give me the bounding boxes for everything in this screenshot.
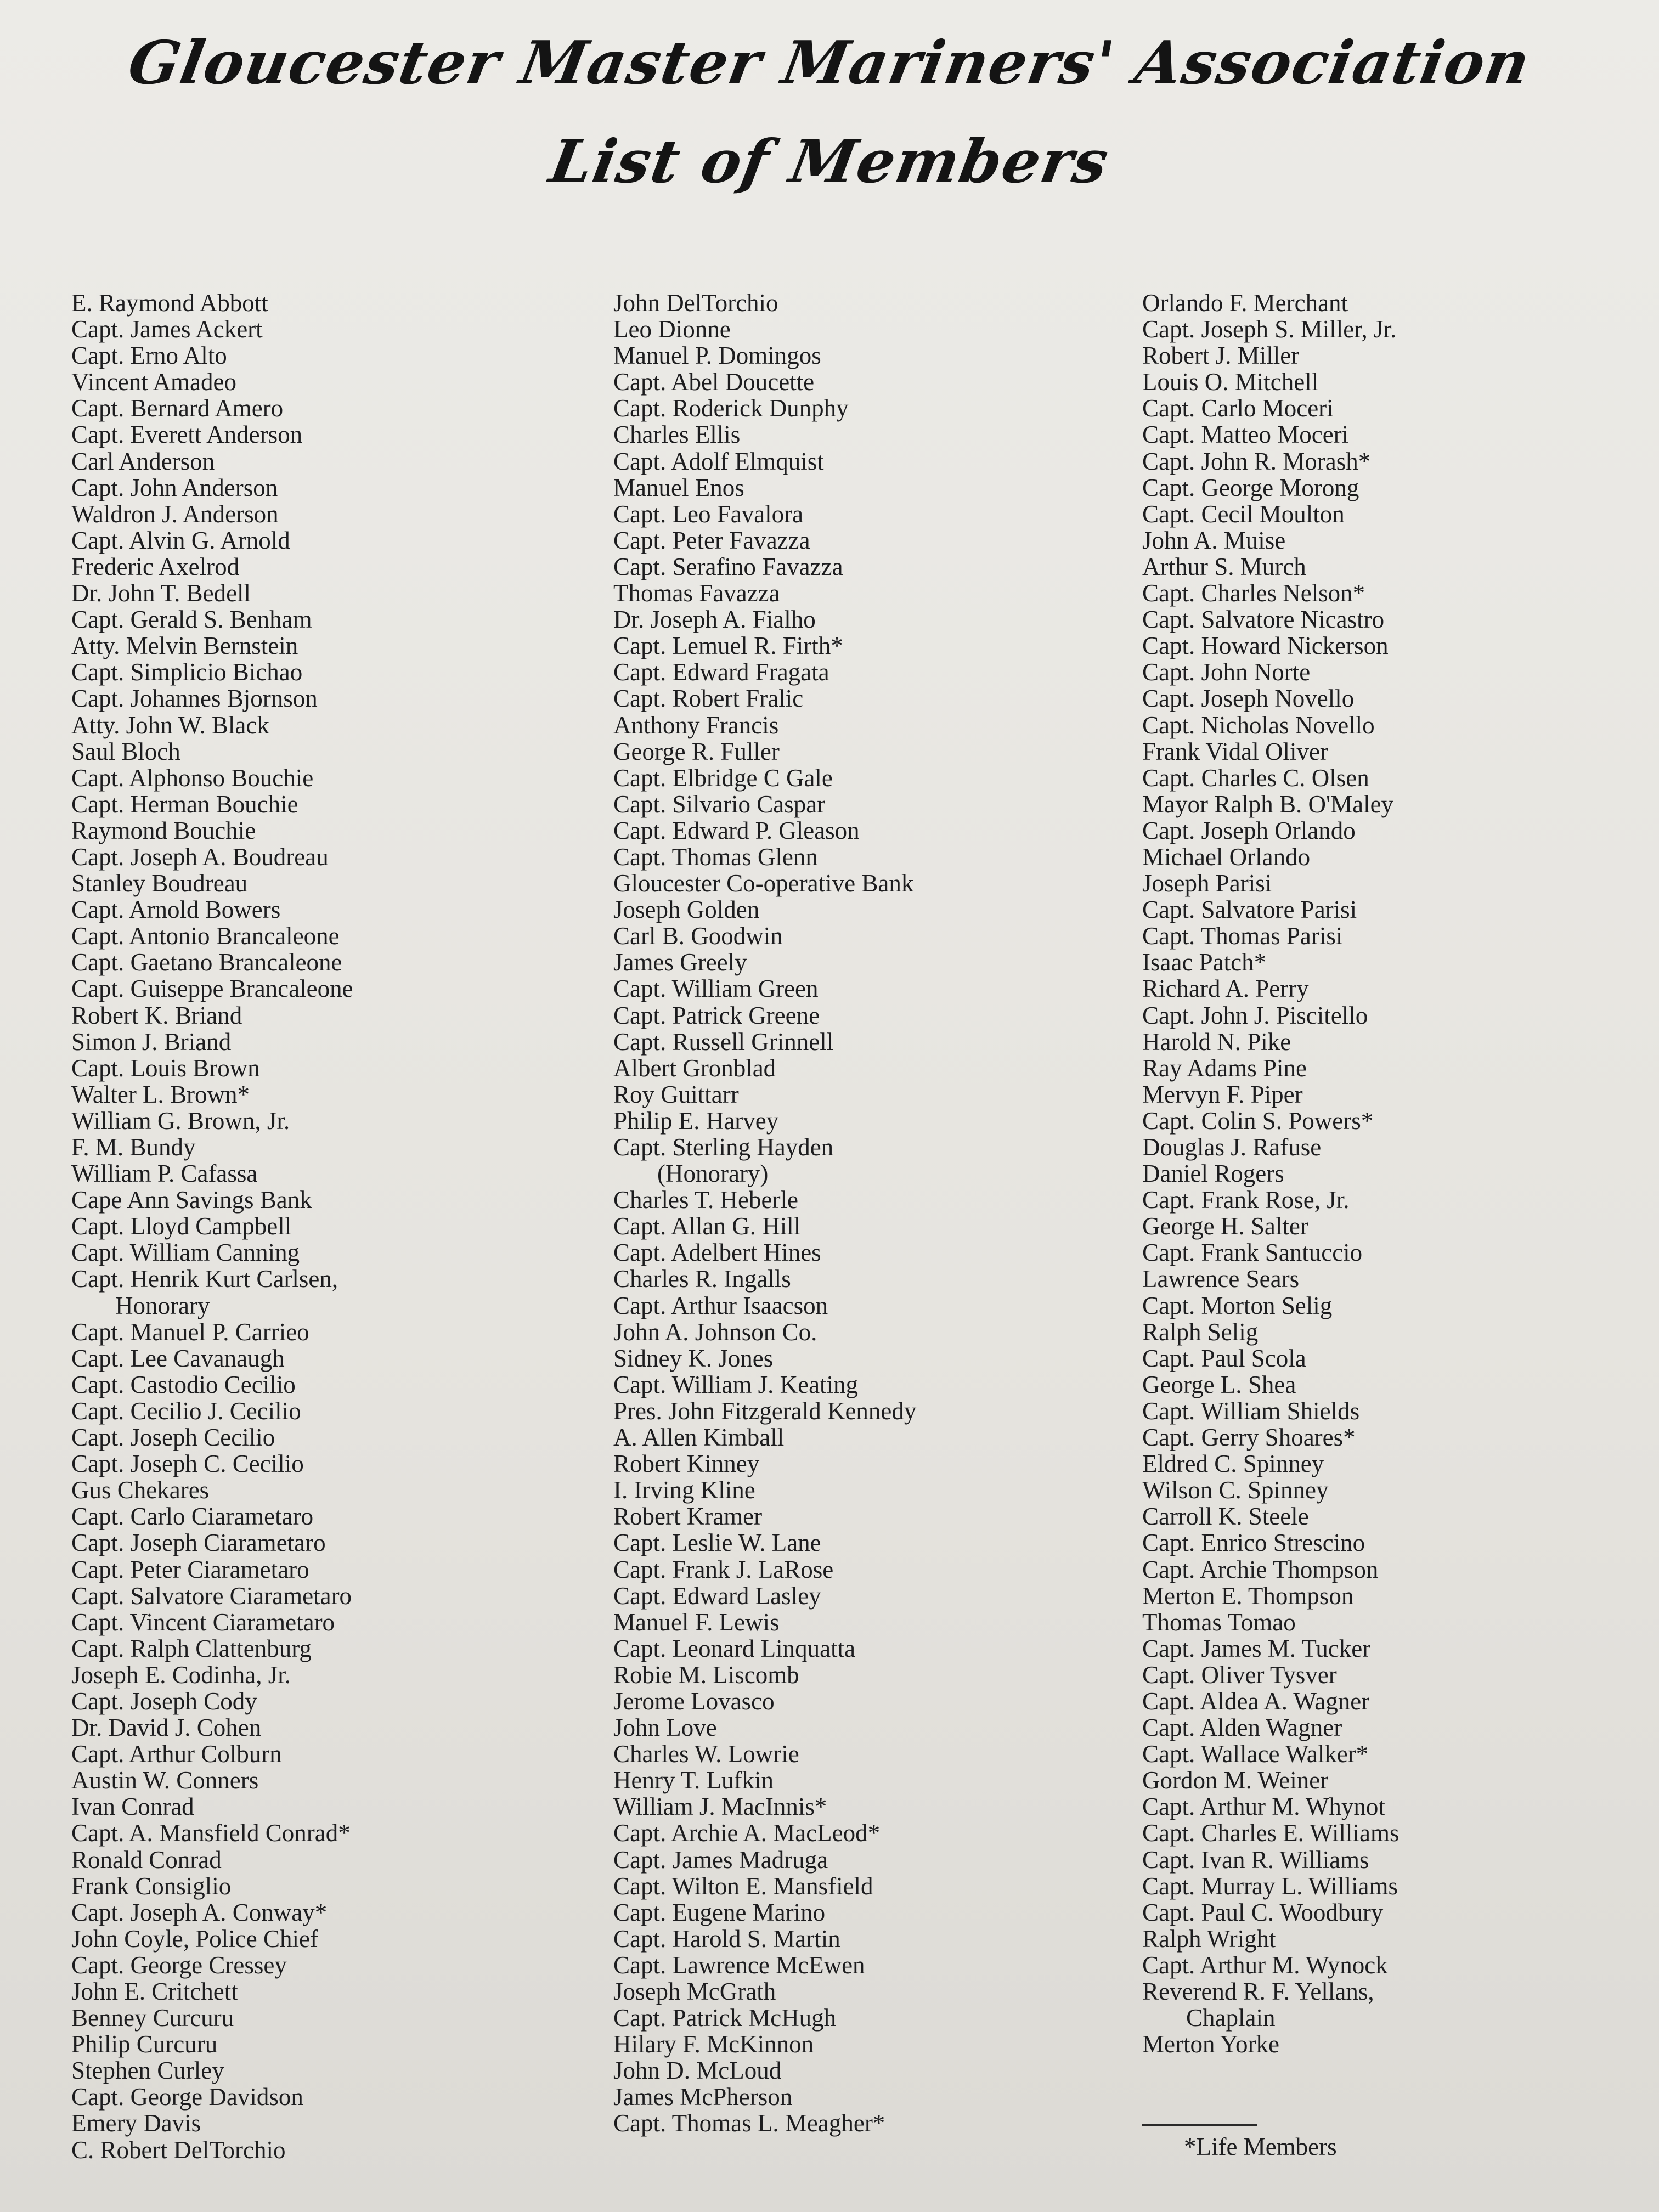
member-name: Eldred C. Spinney	[1142, 1450, 1324, 1478]
member-name: Capt. Manuel P. Carrieo	[71, 1318, 309, 1346]
member-column-2	[613, 290, 1140, 2137]
member-name: Carl Anderson	[71, 447, 215, 475]
member-name: Capt. James Ackert	[71, 315, 263, 343]
member-name: Capt. Archie Thompson	[1142, 1555, 1379, 1583]
member-name: Capt. Joseph C. Cecilio	[71, 1450, 304, 1478]
member-name: Capt. Patrick McHugh	[613, 2004, 837, 2032]
member-name: Robert K. Briand	[71, 1001, 242, 1029]
member-name: Capt. Arnold Bowers	[71, 896, 281, 924]
member-name: Capt. Cecil Moulton	[1142, 500, 1345, 528]
member-name: E. Raymond Abbott	[71, 289, 268, 317]
member-name: Mervyn F. Piper	[1142, 1080, 1303, 1108]
member-name: Capt. Antonio Brancaleone	[71, 922, 340, 950]
member-name: Merton E. Thompson	[1142, 1582, 1354, 1610]
member-name: Pres. John Fitzgerald Kennedy	[613, 1397, 917, 1425]
member-name: Capt. Murray L. Williams	[1142, 1872, 1398, 1900]
member-name: Ivan Conrad	[71, 1793, 194, 1821]
member-name: Capt. Aldea A. Wagner	[1142, 1687, 1370, 1715]
member-name: Raymond Bouchie	[71, 816, 256, 844]
member-name: Atty. John W. Black	[71, 711, 269, 739]
member-name: Capt. Castodio Cecilio	[71, 1370, 296, 1398]
member-name: Capt. Arthur Colburn	[71, 1740, 282, 1768]
member-name: Capt. George Cressey	[71, 1951, 287, 1979]
member-name: Capt. Carlo Ciarametaro	[71, 1503, 314, 1531]
member-name: (Honorary)	[657, 1160, 769, 1188]
member-name: Capt. Lawrence McEwen	[613, 1951, 865, 1979]
member-name: Gordon M. Weiner	[1142, 1767, 1329, 1795]
member-name: Richard A. Perry	[1142, 975, 1309, 1003]
member-name: George R. Fuller	[613, 737, 780, 765]
member-name: Capt. Joseph A. Conway*	[71, 1898, 328, 1926]
member-name: John Love	[613, 1714, 717, 1742]
member-name: Capt. Wilton E. Mansfield	[613, 1872, 873, 1900]
member-name: Capt. Joseph Novello	[1142, 685, 1355, 713]
member-name: Wilson C. Spinney	[1142, 1476, 1329, 1504]
member-name: Capt. Thomas Glenn	[613, 843, 818, 871]
member-name: Capt. Howard Nickerson	[1142, 632, 1389, 660]
member-name: Capt. Russell Grinnell	[613, 1028, 834, 1056]
member-name: Capt. Alden Wagner	[1142, 1714, 1342, 1742]
member-name: Capt. Wallace Walker*	[1142, 1740, 1369, 1768]
member-name: Henry T. Lufkin	[613, 1767, 774, 1795]
member-name: Capt. Elbridge C Gale	[613, 764, 833, 792]
member-name: Capt. Abel Doucette	[613, 368, 815, 396]
member-name: John A. Muise	[1142, 526, 1286, 554]
member-name: Isaac Patch*	[1142, 949, 1267, 977]
member-name: Chaplain	[1186, 2004, 1276, 2032]
member-name: Capt. Arthur M. Whynot	[1142, 1793, 1385, 1821]
member-name: Douglas J. Rafuse	[1142, 1133, 1322, 1161]
member-name: Capt. Leo Favalora	[613, 500, 804, 528]
member-name: Lawrence Sears	[1142, 1265, 1300, 1293]
member-name: Capt. Frank Santuccio	[1142, 1239, 1363, 1267]
member-name: Capt. Paul Scola	[1142, 1344, 1306, 1372]
member-name: Stanley Boudreau	[71, 870, 248, 898]
member-name: Merton Yorke	[1142, 2030, 1280, 2058]
member-name: William P. Cafassa	[71, 1160, 258, 1188]
member-name: Joseph E. Codinha, Jr.	[71, 1661, 291, 1689]
member-name: Capt. George Davidson	[71, 2083, 303, 2111]
member-name: Joseph Parisi	[1142, 870, 1272, 898]
member-name: C. Robert DelTorchio	[71, 2136, 286, 2164]
member-name: John Coyle, Police Chief	[71, 1925, 318, 1953]
member-name: Frederic Axelrod	[71, 552, 240, 580]
member-name: Walter L. Brown*	[71, 1080, 250, 1108]
member-name: Capt. Joseph Cody	[71, 1687, 257, 1715]
member-name: Ronald Conrad	[71, 1846, 222, 1874]
member-name: Hilary F. McKinnon	[613, 2030, 814, 2058]
member-name: Capt. Charles C. Olsen	[1142, 764, 1369, 792]
member-name: Charles T. Heberle	[613, 1186, 798, 1214]
member-name: F. M. Bundy	[71, 1133, 196, 1161]
member-name: Capt. Salvatore Nicastro	[1142, 606, 1385, 634]
member-name: Capt. Lloyd Campbell	[71, 1212, 292, 1240]
member-name: Capt. Edward P. Gleason	[613, 816, 860, 844]
member-name: Carroll K. Steele	[1142, 1503, 1309, 1531]
member-name: Frank Consiglio	[71, 1872, 232, 1900]
member-name: Capt. Alphonso Bouchie	[71, 764, 314, 792]
member-name: Gloucester Co-operative Bank	[613, 870, 914, 898]
member-name: Daniel Rogers	[1142, 1160, 1284, 1188]
member-name: Capt. Cecilio J. Cecilio	[71, 1397, 301, 1425]
member-name: John DelTorchio	[613, 289, 778, 317]
member-name: Capt. William Green	[613, 975, 819, 1003]
member-name: Emery Davis	[71, 2109, 201, 2137]
member-name: Cape Ann Savings Bank	[71, 1186, 312, 1214]
member-name: Capt. Harold S. Martin	[613, 1925, 840, 1953]
member-name: Capt. Charles E. Williams	[1142, 1819, 1400, 1847]
member-name: Capt. Robert Fralic	[613, 685, 804, 713]
member-name: Capt. Joseph A. Boudreau	[71, 843, 329, 871]
member-name: George H. Salter	[1142, 1212, 1308, 1240]
member-name: Capt. Serafino Favazza	[613, 552, 843, 580]
member-name: John A. Johnson Co.	[613, 1318, 817, 1346]
member-name: Capt. Patrick Greene	[613, 1001, 820, 1029]
member-name: Stephen Curley	[71, 2057, 224, 2085]
member-name: Capt. Thomas Parisi	[1142, 922, 1343, 950]
member-name: James McPherson	[613, 2083, 793, 2111]
member-name: Charles W. Lowrie	[613, 1740, 799, 1768]
member-name: Capt. A. Mansfield Conrad*	[71, 1819, 351, 1847]
member-name: Capt. Salvatore Ciarametaro	[71, 1582, 352, 1610]
member-name: Robert J. Miller	[1142, 342, 1300, 370]
member-name: Capt. Peter Favazza	[613, 526, 810, 554]
member-name: Capt. Guiseppe Brancaleone	[71, 975, 353, 1003]
member-name: Capt. Ivan R. Williams	[1142, 1846, 1369, 1874]
member-name: Manuel P. Domingos	[613, 342, 821, 370]
member-name: Orlando F. Merchant	[1142, 289, 1348, 317]
member-name: Charles Ellis	[613, 421, 741, 449]
member-name: Charles R. Ingalls	[613, 1265, 791, 1293]
member-name: Capt. Nicholas Novello	[1142, 711, 1375, 739]
member-name: Mayor Ralph B. O'Maley	[1142, 790, 1394, 818]
member-name: Robert Kinney	[613, 1450, 760, 1478]
member-name: Jerome Lovasco	[613, 1687, 775, 1715]
member-name: Anthony Francis	[613, 711, 779, 739]
member-name: Vincent Amadeo	[71, 368, 236, 396]
member-name: Capt. Vincent Ciarametaro	[71, 1608, 335, 1636]
association-title: Gloucester Master Mariners' Association	[123, 29, 1536, 98]
member-name: William J. MacInnis*	[613, 1793, 827, 1821]
member-name: Dr. David J. Cohen	[71, 1714, 262, 1742]
life-members-footnote: *Life Members	[1184, 2133, 1337, 2160]
member-name: Capt. Frank J. LaRose	[613, 1555, 834, 1583]
member-name: Capt. Enrico Strescino	[1142, 1529, 1365, 1557]
member-name: Capt. Joseph Cecilio	[71, 1424, 275, 1452]
member-name: Robert Kramer	[613, 1503, 763, 1531]
member-name: Capt. Salvatore Parisi	[1142, 896, 1357, 924]
member-name: Capt. Bernard Amero	[71, 394, 284, 422]
member-name: Capt. Gerald S. Benham	[71, 606, 312, 634]
member-name: Roy Guittarr	[613, 1080, 739, 1108]
member-name: Capt. Lee Cavanaugh	[71, 1344, 285, 1372]
member-name: Philip Curcuru	[71, 2030, 218, 2058]
member-name: Reverend R. F. Yellans,	[1142, 1978, 1374, 2005]
list-title: List of Members	[544, 127, 1115, 196]
member-name: Capt. Adelbert Hines	[613, 1239, 821, 1267]
member-name: Capt. Lemuel R. Firth*	[613, 632, 843, 660]
member-name: Capt. Peter Ciarametaro	[71, 1555, 309, 1583]
member-name: Capt. Frank Rose, Jr.	[1142, 1186, 1350, 1214]
member-name: Leo Dionne	[613, 315, 731, 343]
member-name: Benney Curcuru	[71, 2004, 234, 2032]
member-name: Ralph Selig	[1142, 1318, 1259, 1346]
member-name: Capt. Leslie W. Lane	[613, 1529, 821, 1557]
member-name: Michael Orlando	[1142, 843, 1311, 871]
member-name: Capt. Silvario Caspar	[613, 790, 826, 818]
member-name: Capt. Simplicio Bichao	[71, 658, 303, 686]
member-name: Capt. James M. Tucker	[1142, 1634, 1371, 1662]
member-name: Manuel F. Lewis	[613, 1608, 780, 1636]
member-name: Capt. Colin S. Powers*	[1142, 1107, 1374, 1135]
member-name: Capt. Roderick Dunphy	[613, 394, 849, 422]
member-name: Atty. Melvin Bernstein	[71, 632, 298, 660]
member-column-3	[1142, 290, 1659, 2057]
member-name: Capt. William Shields	[1142, 1397, 1360, 1425]
member-name: James Greely	[613, 949, 747, 977]
member-name: Capt. Adolf Elmquist	[613, 447, 824, 475]
member-name: Capt. Allan G. Hill	[613, 1212, 801, 1240]
member-name: Dr. Joseph A. Fialho	[613, 606, 816, 634]
member-name: William G. Brown, Jr.	[71, 1107, 290, 1135]
member-name: Capt. Everett Anderson	[71, 421, 303, 449]
member-name: Arthur S. Murch	[1142, 552, 1306, 580]
member-name: Capt. Thomas L. Meagher*	[613, 2109, 885, 2137]
member-name: Capt. Erno Alto	[71, 342, 227, 370]
member-name: Louis O. Mitchell	[1142, 368, 1319, 396]
member-name: Capt. Edward Lasley	[613, 1582, 821, 1610]
member-name: Capt. William J. Keating	[613, 1370, 859, 1398]
member-name: Thomas Tomao	[1142, 1608, 1296, 1636]
member-name: Harold N. Pike	[1142, 1028, 1291, 1056]
page-header	[0, 22, 1659, 203]
member-name: Capt. Oliver Tysver	[1142, 1661, 1337, 1689]
member-name: Capt. John R. Morash*	[1142, 447, 1371, 475]
member-name: John E. Critchett	[71, 1978, 238, 2005]
member-name: Capt. John J. Piscitello	[1142, 1001, 1368, 1029]
member-name: Capt. Ralph Clattenburg	[71, 1634, 312, 1662]
member-name: A. Allen Kimball	[613, 1424, 785, 1452]
member-name: Capt. John Anderson	[71, 473, 278, 501]
member-name: Capt. John Norte	[1142, 658, 1311, 686]
member-name: Capt. Louis Brown	[71, 1054, 260, 1082]
member-name: Austin W. Conners	[71, 1767, 259, 1795]
member-name: Capt. Sterling Hayden	[613, 1133, 834, 1161]
member-name: Capt. Arthur Isaacson	[613, 1291, 828, 1319]
member-name: Capt. Archie A. MacLeod*	[613, 1819, 881, 1847]
member-name: Capt. Gaetano Brancaleone	[71, 949, 342, 977]
member-name: Capt. Joseph S. Miller, Jr.	[1142, 315, 1397, 343]
member-name: Ralph Wright	[1142, 1925, 1276, 1953]
member-name: Capt. Morton Selig	[1142, 1291, 1333, 1319]
member-name: Philip E. Harvey	[613, 1107, 779, 1135]
member-name: Ray Adams Pine	[1142, 1054, 1307, 1082]
member-name: Albert Gronblad	[613, 1054, 776, 1082]
member-name: Capt. Alvin G. Arnold	[71, 526, 290, 554]
member-name: Frank Vidal Oliver	[1142, 737, 1328, 765]
member-name: Capt. George Morong	[1142, 473, 1359, 501]
member-name: Capt. Joseph Orlando	[1142, 816, 1356, 844]
member-name: Capt. Paul C. Woodbury	[1142, 1898, 1384, 1926]
member-name: Capt. Arthur M. Wynock	[1142, 1951, 1388, 1979]
member-name: Simon J. Briand	[71, 1028, 232, 1056]
member-name: Capt. James Madruga	[613, 1846, 828, 1874]
member-name: I. Irving Kline	[613, 1476, 755, 1504]
member-name: Dr. John T. Bedell	[71, 579, 251, 607]
member-column-1	[71, 290, 598, 2163]
member-name: Capt. Charles Nelson*	[1142, 579, 1365, 607]
member-name: Joseph McGrath	[613, 1978, 776, 2005]
member-name: Robie M. Liscomb	[613, 1661, 799, 1689]
footnote-rule	[1142, 2124, 1257, 2126]
member-name: Capt. Eugene Marino	[613, 1898, 826, 1926]
member-name: Capt. Carlo Moceri	[1142, 394, 1334, 422]
member-name: Capt. Henrik Kurt Carlsen,	[71, 1265, 338, 1293]
member-name: Saul Bloch	[71, 737, 180, 765]
member-name: Manuel Enos	[613, 473, 744, 501]
member-name: John D. McLoud	[613, 2057, 782, 2085]
member-name: Joseph Golden	[613, 896, 760, 924]
member-name: Capt. Matteo Moceri	[1142, 421, 1349, 449]
member-name: Sidney K. Jones	[613, 1344, 774, 1372]
member-name: Capt. Johannes Bjornson	[71, 685, 318, 713]
member-name: Honorary	[115, 1291, 210, 1319]
member-name: George L. Shea	[1142, 1370, 1296, 1398]
member-name: Capt. Joseph Ciarametaro	[71, 1529, 326, 1557]
member-name: Capt. Gerry Shoares*	[1142, 1424, 1356, 1452]
member-name: Gus Chekares	[71, 1476, 210, 1504]
member-name: Capt. Edward Fragata	[613, 658, 830, 686]
member-name: Capt. William Canning	[71, 1239, 300, 1267]
member-name: Capt. Leonard Linquatta	[613, 1634, 856, 1662]
member-name: Thomas Favazza	[613, 579, 780, 607]
member-name: Waldron J. Anderson	[71, 500, 279, 528]
member-name: Capt. Herman Bouchie	[71, 790, 298, 818]
member-name: Carl B. Goodwin	[613, 922, 783, 950]
